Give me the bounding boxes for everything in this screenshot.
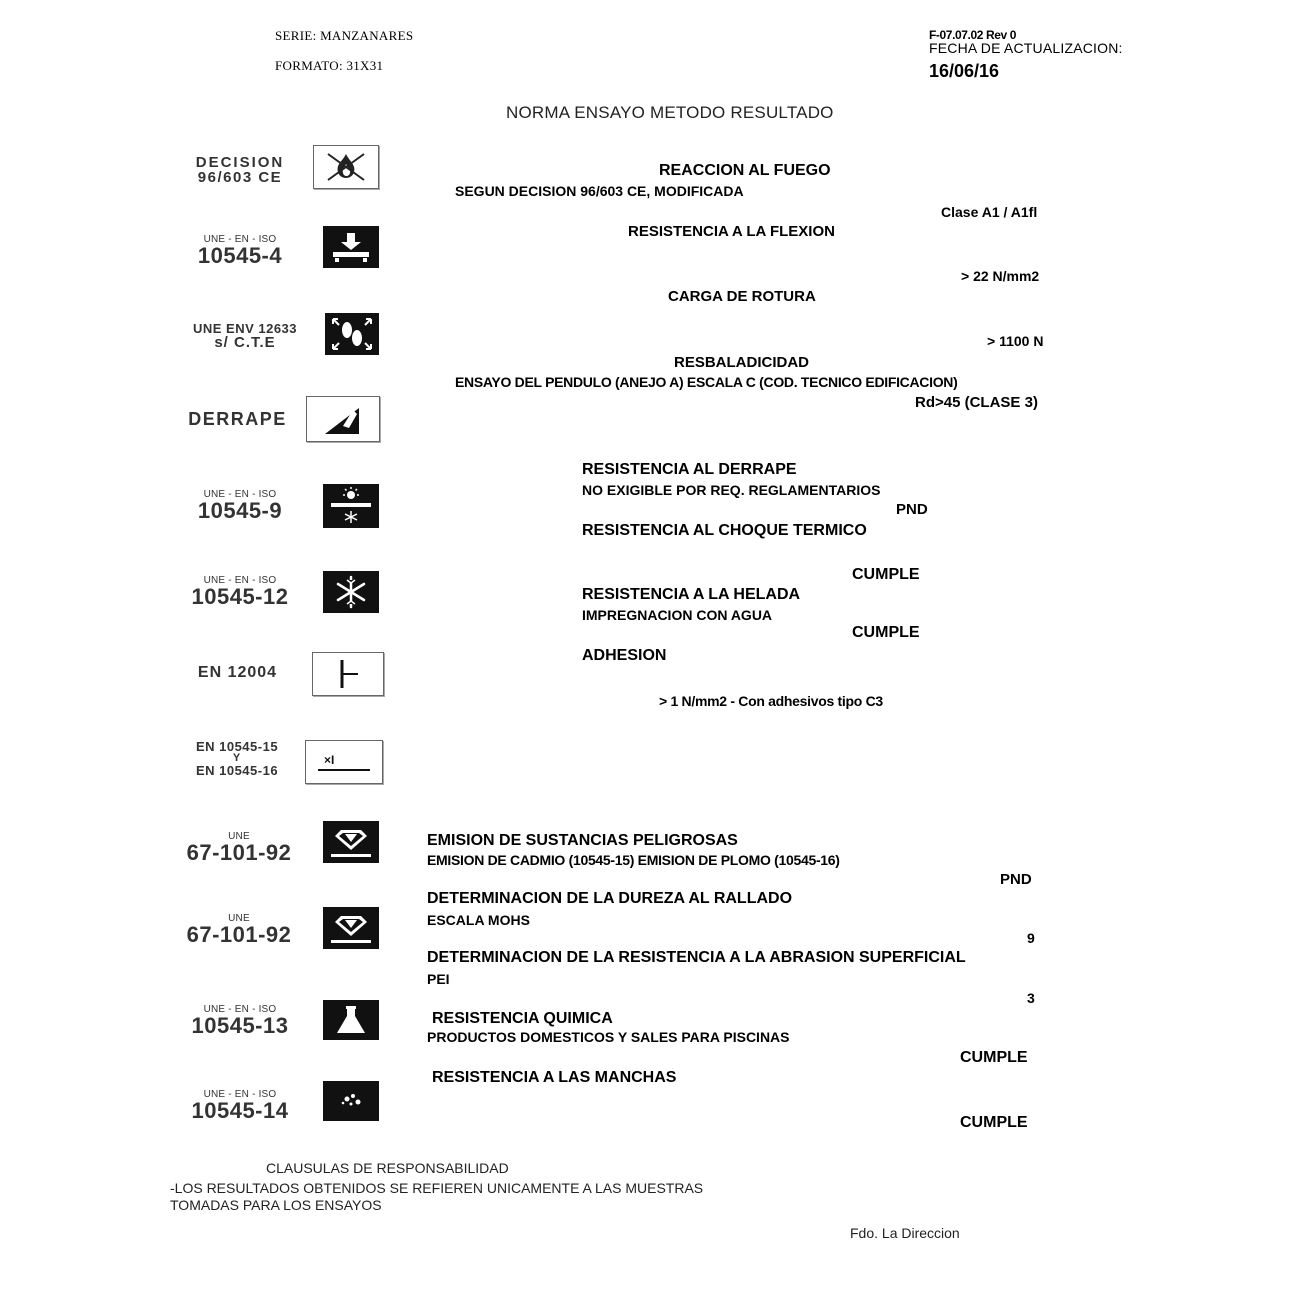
- norm-decision: DECISION 96/603 CE: [195, 154, 285, 186]
- diamond-icon: [323, 907, 379, 949]
- test-title-flexion: RESISTENCIA A LA FLEXION: [628, 223, 835, 240]
- test-result-rotura: > 1100 N: [987, 333, 1044, 349]
- norm-une-env-12633: UNE ENV 12633 s/ C.T.E: [192, 321, 298, 351]
- release-icon: ×I: [305, 740, 383, 784]
- test-method-dureza: ESCALA MOHS: [427, 912, 530, 928]
- test-result-manchas: CUMPLE: [960, 1114, 1028, 1131]
- norm-une-67-101-92-b: UNE 67-101-92: [186, 913, 292, 947]
- norm-une-67-101-92-a: UNE 67-101-92: [186, 831, 292, 865]
- adhesion-icon: [312, 652, 384, 696]
- test-result-sustancias: PND: [1000, 871, 1032, 888]
- test-title-fuego: REACCION AL FUEGO: [659, 162, 831, 179]
- diamond-icon: [323, 821, 379, 863]
- test-method-derrape: NO EXIGIBLE POR REQ. REGLAMENTARIOS: [582, 482, 881, 498]
- test-title-abrasion: DETERMINACION DE LA RESISTENCIA A LA ABRASION SUPERFICIAL: [427, 949, 966, 966]
- table-heading: NORMA ENSAYO METODO RESULTADO: [506, 103, 834, 122]
- snowflake-icon: [323, 571, 379, 613]
- test-method-resbaladicidad: ENSAYO DEL PENDULO (ANEJO A) ESCALA C (COD. TECNICO EDIFICACION): [455, 374, 958, 390]
- test-title-rotura: CARGA DE ROTURA: [668, 288, 816, 305]
- norm-10545-12: UNE - EN - ISO 10545-12: [191, 575, 289, 609]
- test-result-quimica: CUMPLE: [960, 1049, 1028, 1066]
- norm-derrape: DERRAPE: [188, 409, 287, 429]
- clauses-title: CLAUSULAS DE RESPONSABILIDAD: [266, 1160, 509, 1176]
- test-title-choque: RESISTENCIA AL CHOQUE TERMICO: [582, 522, 867, 539]
- norm-10545-9: UNE - EN - ISO 10545-9: [197, 489, 283, 523]
- test-result-resbaladicidad: Rd>45 (CLASE 3): [915, 394, 1038, 411]
- signature: Fdo. La Direccion: [850, 1225, 960, 1241]
- norm-10545-4: UNE - EN - ISO 10545-4: [197, 234, 283, 268]
- test-title-adhesion: ADHESION: [582, 647, 667, 664]
- stain-icon: [323, 1081, 379, 1121]
- chemical-flask-icon: [323, 1000, 379, 1040]
- test-result-fuego: Clase A1 / A1fl: [941, 204, 1038, 220]
- test-title-resbaladicidad: RESBALADICIDAD: [674, 354, 809, 371]
- test-method-helada: IMPREGNACION CON AGUA: [582, 607, 773, 623]
- fire-icon: [313, 145, 379, 189]
- flexion-load-icon: [323, 226, 379, 268]
- update-date: 16/06/16: [929, 61, 1000, 81]
- test-method-abrasion: PEI: [427, 971, 450, 987]
- norm-10545-14: UNE - EN - ISO 10545-14: [191, 1089, 289, 1123]
- test-title-dureza: DETERMINACION DE LA DUREZA AL RALLADO: [427, 890, 793, 907]
- test-title-sustancias: EMISION DE SUSTANCIAS PELIGROSAS: [427, 832, 738, 849]
- test-title-manchas: RESISTENCIA A LAS MANCHAS: [432, 1069, 677, 1086]
- test-title-derrape: RESISTENCIA AL DERRAPE: [582, 461, 797, 478]
- test-result-flexion: > 22 N/mm2: [961, 268, 1040, 284]
- norm-en-12004: EN 12004: [197, 664, 278, 681]
- test-method-quimica: PRODUCTOS DOMESTICOS Y SALES PARA PISCINAS: [427, 1029, 790, 1045]
- norm-10545-13: UNE - EN - ISO 10545-13: [191, 1004, 289, 1038]
- test-result-helada: CUMPLE: [852, 624, 920, 641]
- serie-label: SERIE: MANZANARES: [275, 28, 414, 43]
- thermal-shock-icon: [323, 484, 379, 528]
- formato-label: FORMATO: 31X31: [275, 58, 384, 73]
- clauses-line-1: -LOS RESULTADOS OBTENIDOS SE REFIEREN UNICAMENTE A LAS MUESTRAS: [170, 1180, 704, 1196]
- test-title-helada: RESISTENCIA A LA HELADA: [582, 586, 801, 603]
- ramp-icon: [306, 396, 380, 442]
- test-title-quimica: RESISTENCIA QUIMICA: [432, 1010, 613, 1027]
- test-method-fuego: SEGUN DECISION 96/603 CE, MODIFICADA: [455, 183, 744, 199]
- clauses-line-2: TOMADAS PARA LOS ENSAYOS: [170, 1197, 382, 1213]
- foot-slip-icon: [325, 313, 379, 355]
- test-method-sustancias: EMISION DE CADMIO (10545-15) EMISION DE PLOMO (10545-16): [427, 852, 840, 868]
- test-result-abrasion: 3: [1027, 990, 1035, 1006]
- norm-en-10545-15-16: EN 10545-15 Y EN 10545-16: [195, 739, 279, 778]
- update-date-label: FECHA DE ACTUALIZACION:: [929, 40, 1123, 56]
- form-code: F-07.07.02 Rev 0: [929, 28, 1016, 42]
- test-result-choque: CUMPLE: [852, 566, 920, 583]
- test-result-adhesion: > 1 N/mm2 - Con adhesivos tipo C3: [659, 693, 883, 709]
- test-result-derrape: PND: [896, 501, 928, 518]
- test-result-dureza: 9: [1027, 930, 1035, 946]
